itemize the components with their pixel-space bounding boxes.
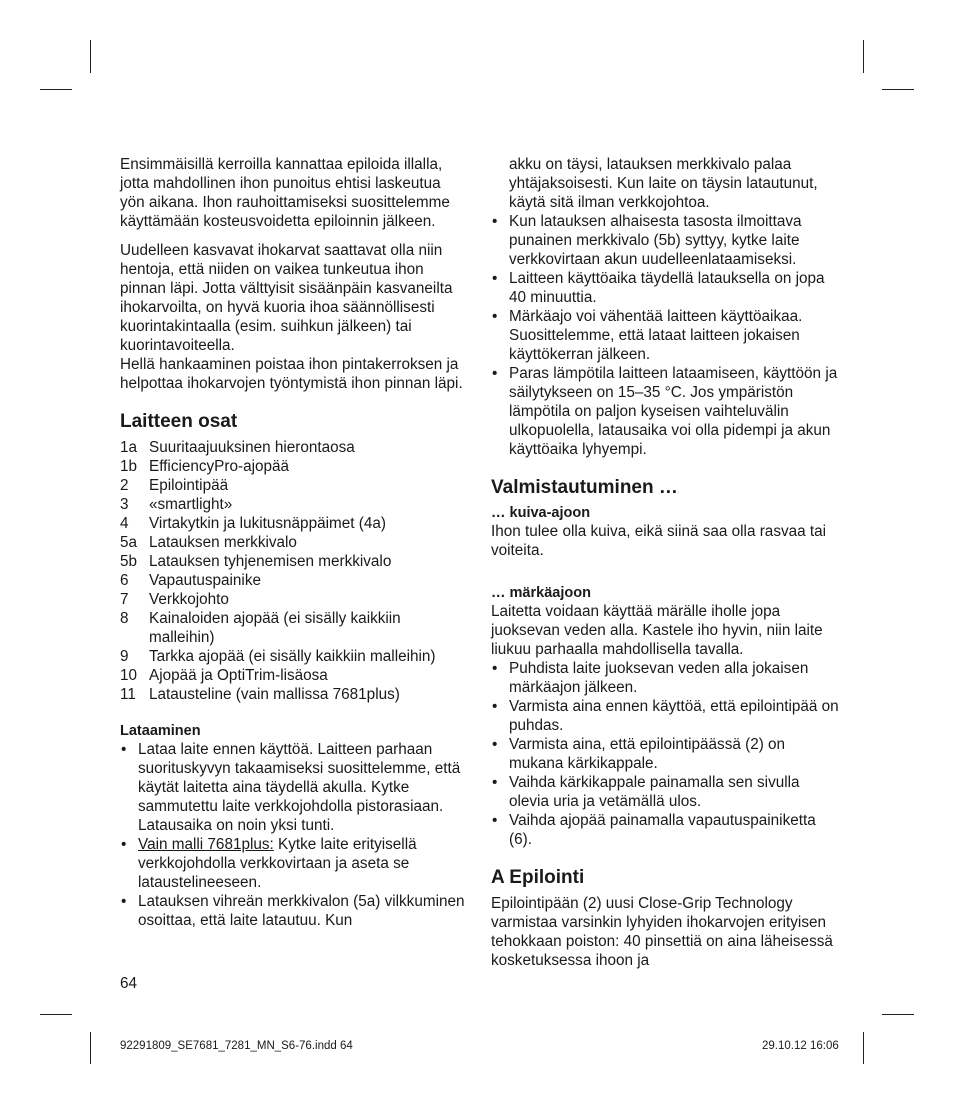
crop-mark: [40, 89, 72, 90]
intro-paragraph-3: Hellä hankaaminen poistaa ihon pintakerroksen ja helpottaa ihokarvojen työntymistä ihon pinnan läpi.: [120, 356, 463, 392]
parts-item: 3 «smartlight»: [120, 496, 233, 513]
right-column: [491, 155, 841, 980]
list-item: • Laitteen käyttöaika täydellä latauksella on jopa 40 minuuttia.: [491, 269, 841, 307]
parts-item: 6 Vapautuspainike: [120, 572, 261, 589]
preparation-heading: Valmistautuminen …: [491, 477, 678, 498]
intro-paragraph-1: Ensimmäisillä kerroilla kannattaa epiloida illalla, jotta mahdollinen ihon punoitus ehtisi laskeutua yön aikana. Ihon rauhoittamiseksi suosittelemme käyttämään kosteusvoidetta epiloinnin jälkeen.: [120, 156, 450, 230]
crop-mark: [863, 1032, 864, 1064]
list-item: • Lataa laite ennen käyttöä. Laitteen parhaan suorituskyvyn takaamiseksi suosittelemme, että käytät laitetta aina täydellä akulla. Kytke sammutettu laite verkkojohdolla pistorasiaan. Latausaika on noin yksi tunti.: [120, 740, 468, 835]
list-item: • Vaihda ajopää painamalla vapautuspainiketta (6).: [491, 811, 841, 849]
parts-heading: Laitteen osat: [120, 411, 238, 432]
epilation-text: Epilointipään (2) uusi Close-Grip Technology varmistaa varsinkin lyhyiden ihokarvojen erityisen tehokkaan poiston: 40 pinsettiä on aina läheisessä kosketuksessa ihoon ja: [491, 895, 833, 969]
crop-mark: [882, 89, 914, 90]
page-number: 64: [120, 975, 138, 992]
list-item: • Paras lämpötila laitteen lataamiseen, käyttöön ja säilytykseen on 15–35 °C. Jos ympäristön lämpötila on paljon kyseisen vaihteluvälin ulkopuolella, latausaika voi olla pidempi ja akun käyttöaika lyhyempi.: [491, 364, 841, 459]
crop-mark: [882, 1014, 914, 1015]
crop-mark: [863, 40, 864, 73]
crop-mark: [40, 1014, 72, 1015]
footer-date: 29.10.12 16:06: [762, 1040, 839, 1052]
parts-item: 2 Epilointipää: [120, 477, 229, 494]
footer-file-info: 92291809_SE7681_7281_MN_S6-76.indd 64: [120, 1040, 353, 1052]
dry-shave-text: Ihon tulee olla kuiva, eikä siinä saa olla rasvaa tai voiteita.: [491, 523, 827, 559]
list-item: • Märkäajo voi vähentää laitteen käyttöaikaa. Suosittelemme, että lataat laitteen jokaisen käyttökerran jälkeen.: [491, 307, 841, 364]
crop-mark: [90, 40, 91, 73]
parts-item: 8 Kainaloiden ajopää (ei sisälly kaikkiin malleihin): [120, 610, 401, 646]
parts-item: 5b Latauksen tyhjenemisen merkkivalo: [120, 553, 392, 570]
wet-shave-list: [491, 659, 841, 849]
parts-item: 5a Latauksen merkkivalo: [120, 534, 297, 551]
parts-item: 4 Virtakytkin ja lukitusnäppäimet (4a): [120, 515, 386, 532]
list-item: • Kun latauksen alhaisesta tasosta ilmoittava punainen merkkivalo (5b) syttyy, kytke laite verkkovirtaan akun uudelleenlataamiseksi.: [491, 212, 841, 269]
parts-item: 1b EfficiencyPro-ajopää: [120, 458, 290, 475]
charging-continued-list: [491, 212, 841, 459]
parts-item: 9 Tarkka ajopää (ei sisälly kaikkiin malleihin): [120, 648, 436, 665]
list-item: • Varmista aina ennen käyttöä, että epilointipää on puhdas.: [491, 697, 841, 735]
parts-list: [120, 438, 468, 704]
wet-shave-text: Laitetta voidaan käyttää märälle iholle jopa juoksevan veden alla. Kastele iho hyvin, niin laite liukuu parhaalla mahdollisella tavalla.: [491, 603, 823, 658]
wet-shave-heading: … märkäajoon: [491, 585, 591, 601]
crop-mark: [90, 1032, 91, 1064]
list-item: • Latauksen vihreän merkkivalon (5a) vilkkuminen osoittaa, että laite latautuu. Kun: [120, 892, 468, 930]
list-item: • Varmista aina, että epilointipäässä (2) on mukana kärkikappale.: [491, 735, 841, 773]
list-item: • Puhdista laite juoksevan veden alla jokaisen märkäajon jälkeen.: [491, 659, 841, 697]
list-item: • Vaihda kärkikappale painamalla sen sivulla olevia uria ja vetämällä ulos.: [491, 773, 841, 811]
continued-text: akku on täysi, latauksen merkkivalo palaa yhtäjaksoisesti. Kun laite on täysin latautunut, käytä sitä ilman verkkojohtoa.: [509, 156, 818, 211]
parts-item: 10 Ajopää ja OptiTrim-lisäosa: [120, 667, 328, 684]
epilation-heading: A Epilointi: [491, 867, 585, 888]
list-item: • Vain malli 7681plus: Kytke laite erityisellä verkkojohdolla verkkovirtaan ja aseta se lataustelineeseen.: [120, 835, 468, 892]
parts-item: 1a Suuritaajuuksinen hierontaosa: [120, 439, 355, 456]
left-column: [120, 155, 468, 930]
intro-paragraph-2: Uudelleen kasvavat ihokarvat saattavat olla niin hentoja, että niiden on vaikea tunkeutua ihon pinnan läpi. Jotta välttyisit sisäänpäin kasvaneilta ihokarvoilta, on hyvä kuoria ihoa säännöllisesti kuorintakintaalla (esim. suihkun jälkeen) tai kuorintavoiteella.: [120, 242, 453, 354]
charging-heading: Lataaminen: [120, 723, 201, 739]
charging-list: [120, 740, 468, 930]
dry-shave-heading: … kuiva-ajoon: [491, 505, 591, 521]
parts-item: 11 Latausteline (vain mallissa 7681plus): [120, 686, 400, 703]
parts-item: 7 Verkkojohto: [120, 591, 229, 608]
